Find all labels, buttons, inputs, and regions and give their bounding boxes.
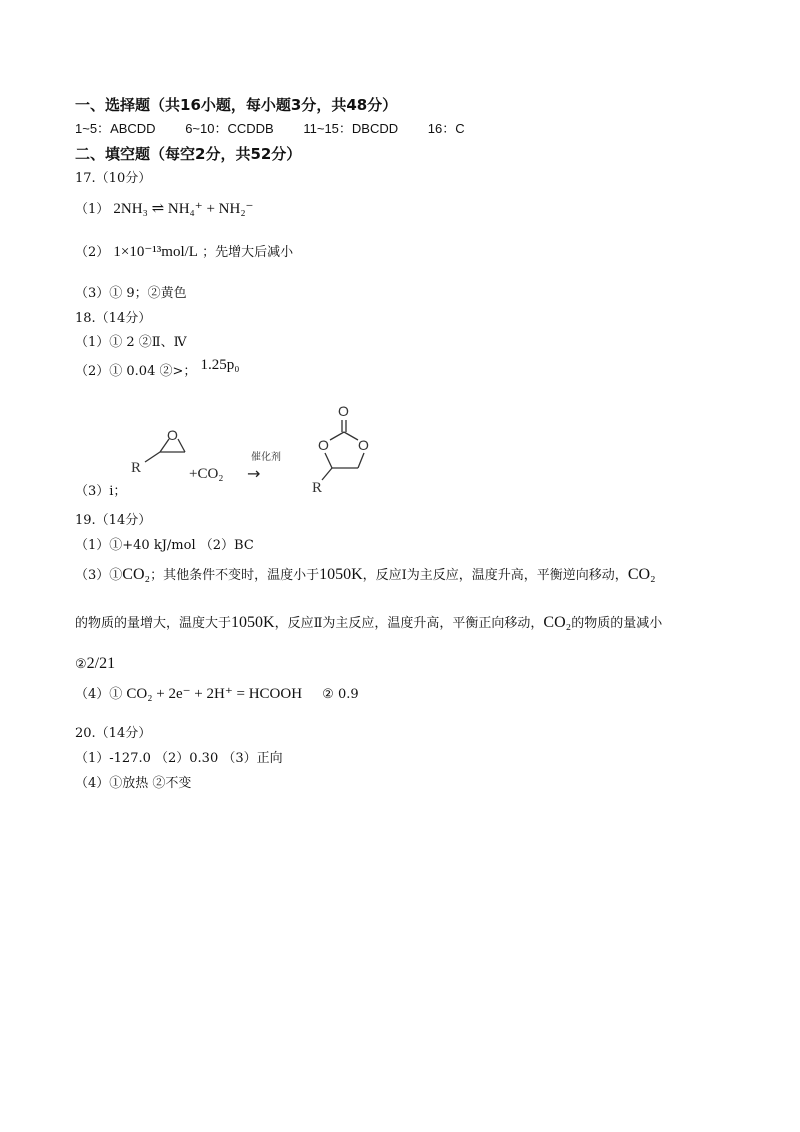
- q19-part3-text1: ；其他条件不变时，温度小于: [150, 568, 320, 583]
- temperature-value: 1050K: [319, 566, 363, 583]
- q18-title: 18.（14分）: [75, 311, 152, 326]
- q17-part1-equation: 2NH₃ ⇌ NH₄⁺ + NH₂⁻: [113, 201, 254, 217]
- q20-title: 20.（14分）: [75, 726, 152, 741]
- q19-part3-sub2: [75, 655, 115, 674]
- q17-part2: [75, 243, 293, 262]
- q18-part2: [75, 357, 240, 381]
- mc-range-1-answers: ABCDD: [110, 121, 156, 136]
- epoxide-r-label: R: [131, 460, 142, 476]
- q17-part3: （3）① 9；②黄色: [75, 286, 187, 301]
- q17-part2-label: （2）: [75, 245, 110, 260]
- section-2-title: 二、填空题（每空2分，共52分）: [75, 145, 302, 163]
- q19-part4-equation: CO₂ + 2e⁻ + 2H⁺ = HCOOH: [126, 686, 303, 702]
- cyclic-carbonate-molecule: [300, 398, 390, 498]
- temperature-value: 1050K: [231, 614, 275, 631]
- q17-part2-value: 1×10⁻¹³mol/L: [113, 244, 198, 260]
- q17-part1-label: （1）: [75, 202, 110, 217]
- catalyst-label: 催化剂: [251, 452, 281, 463]
- q19-part3-sub2-value: 2/21: [86, 655, 116, 672]
- mc-range-4-label: 16：: [427, 121, 456, 136]
- mc-range-3-answers: DBCDD: [351, 121, 399, 136]
- q19-part3-line1: [75, 566, 656, 585]
- epoxide-molecule: [131, 427, 185, 476]
- epoxide-oxygen-label: O: [167, 427, 178, 443]
- q19-part3-text4: ，反应Ⅱ为主反应，温度升高，平衡正向移动，: [274, 616, 544, 631]
- co2-formula: CO₂: [627, 566, 656, 583]
- product-r-label: R: [312, 480, 323, 496]
- q19-part3-line2: [75, 614, 662, 633]
- q19-part3-text2: ，反应Ⅰ为主反应，温度升高，平衡逆向移动，: [362, 568, 628, 583]
- q19-part4-sub2: ② 0.9: [322, 687, 359, 702]
- mc-range-2-label: 6~10：: [185, 121, 228, 136]
- q18-part2-label: （2）① 0.04 ②>；: [75, 364, 197, 379]
- ring-oxygen-left-label: O: [318, 437, 329, 453]
- q18-part1: （1）① 2 ②Ⅱ、Ⅳ: [75, 335, 187, 350]
- q19-part1: （1）①+40 kJ/mol （2）BC: [75, 538, 254, 553]
- mc-range-4-answers: C: [455, 121, 465, 136]
- section-1-title: 一、选择题（共16小题，每小题3分，共48分）: [75, 96, 398, 114]
- q19-part3-text5: 的物质的量减小: [571, 616, 663, 631]
- q19-part4-label: （4）①: [75, 687, 123, 702]
- mc-range-2-answers: CCDDB: [227, 121, 274, 136]
- q20-parts-1-3: （1）-127.0 （2）0.30 （3）正向: [75, 751, 283, 766]
- mc-range-1-label: 1~5：: [75, 121, 111, 136]
- ring-oxygen-right-label: O: [358, 437, 369, 453]
- q19-part3-label: （3）①: [75, 568, 123, 583]
- q19-part3-sub2-label: ②: [75, 657, 87, 672]
- q17-part1: [75, 200, 253, 219]
- q17-title: 17.（10分）: [75, 171, 152, 186]
- q18-part2-value: 1.25p₀: [200, 357, 240, 373]
- q19-part3-text3: 的物质的量增大，温度大于: [75, 616, 232, 631]
- q19-title: 19.（14分）: [75, 513, 152, 528]
- carbonyl-oxygen-label: O: [338, 403, 349, 419]
- q17-part2-text: ；先增大后减小: [202, 245, 294, 260]
- q18-part3: （3）i；: [75, 484, 127, 499]
- co2-formula: CO₂: [122, 566, 151, 583]
- mc-range-3-label: 11~15：: [303, 121, 352, 136]
- mc-answers-row: [75, 120, 465, 138]
- q20-part4: （4）①放热 ②不变: [75, 776, 192, 791]
- plus-co2: +CO₂: [189, 466, 224, 482]
- q19-part4: [75, 685, 359, 704]
- co2-formula: CO₂: [543, 614, 572, 631]
- reaction-arrow: →: [247, 464, 261, 483]
